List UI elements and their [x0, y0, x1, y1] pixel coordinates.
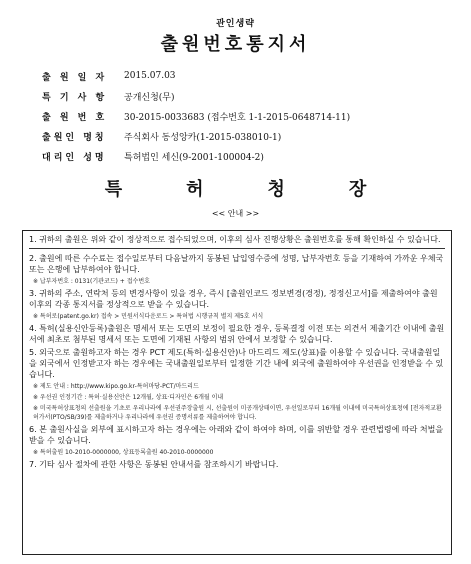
- guidance-subnote: ※ 납부자번호 : 0131(기관코드) + 접수번호: [33, 278, 150, 285]
- info-row-agent-name: [42, 146, 462, 166]
- guidance-item: 5. 외국으로 출원하고자 하는 경우 PCT 제도(특허·실용신안)나 마드리드 제도(상표)를 이용할 수 있습니다. 국내출원일을 외국에서 인정받고자 하는 경우에는 국내출원일로부터 일정한 기간 내에 외국에 출원하여야 우선권을 인정받을 수 있습니다.: [29, 348, 444, 379]
- issuer-title-char: 특: [104, 179, 123, 200]
- divider: [29, 248, 445, 249]
- guidance-item: 4. 특허(실용신안등록)출원은 명세서 또는 도면의 보정이 필요한 경우, 등록결정 이전 또는 의견서 제출기간 이내에 출원서에 최초로 첨부된 명세서 또는 도면에 기재된 사항의 범위 안에서 보정할 수 있습니다.: [29, 324, 445, 344]
- official-seal-omitted-label: 관인생략: [216, 19, 255, 29]
- info-label: 출원인 명칭: [42, 132, 107, 143]
- guidance-heading: << 안내 >>: [211, 209, 260, 218]
- info-row-filing-date: [42, 66, 462, 86]
- issuer-title-char: 허: [186, 179, 204, 200]
- document-title: 출원번호통지서: [160, 34, 311, 55]
- info-value: 공개신청(무): [124, 92, 175, 103]
- info-label: 대리인 성명: [42, 152, 107, 163]
- guidance-item: 2. 출원에 따른 수수료는 접수일로부터 다음날까지 동봉된 납입영수증에 성명, 납부자번호 등을 기재하여 가까운 우체국 또는 은행에 납부하여야 합니다.: [29, 254, 444, 274]
- info-row-special-notes: [42, 86, 462, 106]
- guidance-subnote: ※ 특허출원 10-2010-0000000, 상표등록출원 40-2010-0000000: [33, 449, 214, 456]
- guidance-subnote: ※ 제도 안내 : http://www.kipo.go.kr-특허마당-PCT/마드리드: [33, 383, 199, 390]
- guidance-box: [22, 230, 452, 555]
- info-row-application-number: [42, 106, 462, 126]
- info-value: 30-2015-0033683 (접수번호 1-1-2015-0648714-11): [124, 112, 351, 123]
- info-value: 특허법인 세신(9-2001-100004-2): [124, 152, 264, 163]
- info-label: 출 원 일 자: [42, 72, 108, 83]
- info-label: 특 기 사 항: [42, 92, 108, 103]
- guidance-item: 1. 귀하의 출원은 위와 같이 정상적으로 접수되었으며, 이후의 심사 진행상황은 출원번호를 통해 확인하실 수 있습니다.: [29, 235, 441, 244]
- issuer-title-char: 장: [348, 179, 367, 200]
- application-info: [42, 66, 462, 166]
- info-value: 2015.07.03: [124, 71, 176, 81]
- guidance-item: 7. 기타 심사 절차에 관한 사항은 동봉된 안내서를 참조하시기 바랍니다.: [29, 460, 279, 469]
- guidance-item: 6. 본 출원사실을 외부에 표시하고자 하는 경우에는 아래와 같이 하여야 하며, 이를 위반할 경우 관련법령에 따라 처벌을 받을 수 있습니다.: [29, 425, 444, 445]
- info-value: 주식회사 동성앙카(1-2015-038010-1): [124, 132, 282, 143]
- guidance-subnote: ※ 특허로(patent.go.kr) 접속 > 민원서식다운로드 > 특허법 시행규칙 별지 제5호 서식: [33, 313, 264, 320]
- issuer-title-char: 청: [267, 179, 285, 200]
- issuer-title: [0, 175, 471, 201]
- guidance-subnote: ※ 우선권 인정기간 : 특허·실용신안은 12개월, 상표·디자인은 6개월 이내: [33, 394, 224, 401]
- guidance-item: 3. 귀하의 주소, 연락처 등의 변경사항이 있을 경우, 즉시 [출원인코드 정보변경(경정), 정정신고서]를 제출하여야 출원 이후의 각종 통지서를 정상적으로 받을 수 있습니다.: [29, 289, 438, 309]
- info-row-applicant-name: [42, 126, 462, 146]
- guidance-subnote: ※ 미국특허상표청의 선출원을 기초로 우리나라에 우선권주장출원 시, 선출원이 미공개상태이면, 우선일로부터 16개월 이내에 미국특허상표청에 [전자적교환허가서(PTO/SB/39)를 제출하거나 우리나라에 우선권 증명서류를 제출하여야 합니다.: [33, 405, 442, 421]
- info-label: 출 원 번 호: [42, 112, 108, 123]
